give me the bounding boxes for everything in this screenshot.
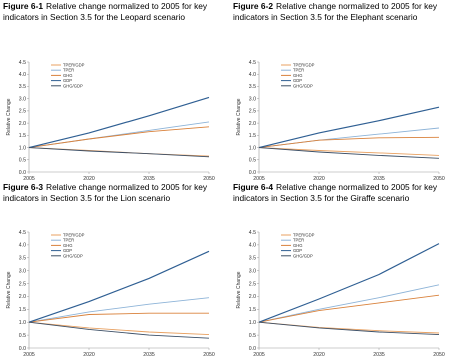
y-tick-label: 2.5	[18, 281, 26, 288]
y-tick-label: 4.5	[18, 229, 26, 236]
y-tick-label: 3.0	[18, 268, 26, 275]
chart-giraffe	[233, 228, 443, 358]
legend-label: GDP	[293, 78, 303, 84]
legend-label: GHG	[63, 242, 73, 248]
legend-label: TPER/GDP	[293, 232, 315, 238]
series-line-ghg	[29, 127, 209, 148]
x-tick-label: 2020	[313, 352, 325, 358]
y-tick-label: 1.0	[248, 145, 256, 152]
y-axis-title: Relative Change	[6, 98, 12, 136]
legend-label: GHG	[293, 242, 303, 248]
y-tick-label: 2.5	[248, 281, 256, 288]
y-tick-label: 3.0	[18, 96, 26, 103]
chart-elephant	[233, 58, 443, 182]
legend-label: GHG/GDP	[293, 253, 313, 259]
legend-label: GDP	[63, 78, 73, 84]
x-tick-label: 2050	[203, 176, 215, 182]
legend-label: TPER	[293, 67, 305, 73]
y-tick-label: 4.5	[18, 59, 26, 66]
y-tick-label: 3.0	[248, 268, 256, 275]
legend-label: TPER/GDP	[63, 232, 85, 238]
legend-label: GHG	[293, 72, 303, 78]
y-tick-label: 2.5	[248, 108, 256, 115]
x-tick-label: 2035	[373, 176, 385, 182]
figure-caption-text: Relative change normalized to 2005 for key indicators in Section 3.5 for the Giraffe scenario	[233, 182, 438, 203]
y-tick-label: 4.0	[248, 242, 256, 249]
y-tick-label: 1.5	[18, 133, 26, 140]
y-tick-label: 2.0	[18, 120, 26, 127]
y-tick-label: 3.5	[248, 84, 256, 91]
y-tick-label: 4.0	[18, 242, 26, 249]
y-tick-label: 4.5	[248, 59, 256, 66]
y-tick-label: 0.5	[18, 157, 26, 164]
legend-label: GHG/GDP	[293, 83, 313, 89]
figure-label: Figure 6-1	[3, 1, 44, 11]
legend-label: TPER/GDP	[63, 62, 85, 68]
y-tick-label: 0.5	[248, 157, 256, 164]
y-tick-label: 1.5	[18, 307, 26, 314]
figure-caption-3	[3, 182, 225, 203]
legend-label: TPER/GDP	[293, 62, 315, 68]
chart-lion	[3, 228, 213, 358]
y-tick-label: 1.0	[248, 320, 256, 327]
y-axis-title: Relative Change	[6, 271, 12, 309]
x-tick-label: 2005	[253, 176, 265, 182]
y-tick-label: 2.0	[248, 294, 256, 301]
series-line-gdp	[29, 251, 209, 322]
x-tick-label: 2050	[433, 176, 445, 182]
figure-label: Figure 6-4	[233, 182, 274, 192]
y-tick-label: 0.5	[18, 332, 26, 339]
series-line-gdp	[29, 97, 209, 147]
series-line-ghg	[259, 137, 439, 147]
y-tick-label: 0.0	[248, 345, 256, 352]
y-tick-label: 0.0	[18, 345, 26, 352]
legend-label: TPER	[63, 237, 75, 243]
x-tick-label: 2035	[373, 352, 385, 358]
x-tick-label: 2020	[313, 176, 325, 182]
x-tick-label: 2035	[143, 352, 155, 358]
y-tick-label: 2.0	[18, 294, 26, 301]
y-tick-label: 4.0	[248, 72, 256, 79]
x-tick-label: 2005	[253, 352, 265, 358]
figure-label: Figure 6-3	[3, 182, 44, 192]
x-tick-label: 2050	[203, 352, 215, 358]
series-line-ghg-gdp	[259, 148, 439, 159]
y-tick-label: 2.5	[18, 108, 26, 115]
legend-label: GHG/GDP	[63, 253, 83, 259]
series-line-ghg-gdp	[259, 322, 439, 334]
figure-caption-2	[233, 1, 453, 22]
y-tick-label: 0.0	[248, 169, 256, 176]
x-tick-label: 2050	[433, 352, 445, 358]
x-tick-label: 2005	[23, 176, 35, 182]
y-tick-label: 0.5	[248, 332, 256, 339]
figure-caption-1	[3, 1, 225, 22]
x-tick-label: 2020	[83, 352, 95, 358]
legend-label: TPER	[63, 67, 75, 73]
legend-label: GDP	[63, 248, 73, 254]
figure-caption-4	[233, 182, 453, 203]
y-tick-label: 4.0	[18, 72, 26, 79]
y-tick-label: 1.0	[18, 320, 26, 327]
legend-label: GDP	[293, 248, 303, 254]
y-axis-title: Relative Change	[236, 98, 242, 136]
figure-caption-text: Relative change normalized to 2005 for key indicators in Section 3.5 for the Lion scenario	[3, 182, 208, 203]
figure-label: Figure 6-2	[233, 1, 274, 11]
figure-caption-text: Relative change normalized to 2005 for key indicators in Section 3.5 for the Elephant scenario	[233, 1, 438, 22]
series-line-ghg-gdp	[29, 148, 209, 157]
y-tick-label: 3.5	[18, 255, 26, 262]
y-tick-label: 3.5	[248, 255, 256, 262]
legend-label: GHG/GDP	[63, 83, 83, 89]
y-tick-label: 1.5	[248, 133, 256, 140]
y-tick-label: 0.0	[18, 169, 26, 176]
series-line-tper-gdp	[259, 322, 439, 333]
series-line-gdp	[259, 107, 439, 147]
x-tick-label: 2035	[143, 176, 155, 182]
series-line-tper-gdp	[29, 322, 209, 334]
y-tick-label: 3.5	[18, 84, 26, 91]
legend-label: GHG	[63, 72, 73, 78]
legend-label: TPER	[293, 237, 305, 243]
y-tick-label: 1.5	[248, 307, 256, 314]
x-tick-label: 2020	[83, 176, 95, 182]
y-tick-label: 2.0	[248, 120, 256, 127]
series-line-tper-gdp	[259, 148, 439, 156]
figure-caption-text: Relative change normalized to 2005 for key indicators in Section 3.5 for the Leopard scenario	[3, 1, 208, 22]
chart-leopard	[3, 58, 213, 182]
y-tick-label: 1.0	[18, 145, 26, 152]
x-tick-label: 2005	[23, 352, 35, 358]
y-tick-label: 4.5	[248, 229, 256, 236]
y-axis-title: Relative Change	[236, 271, 242, 309]
series-line-ghg	[259, 295, 439, 322]
y-tick-label: 3.0	[248, 96, 256, 103]
